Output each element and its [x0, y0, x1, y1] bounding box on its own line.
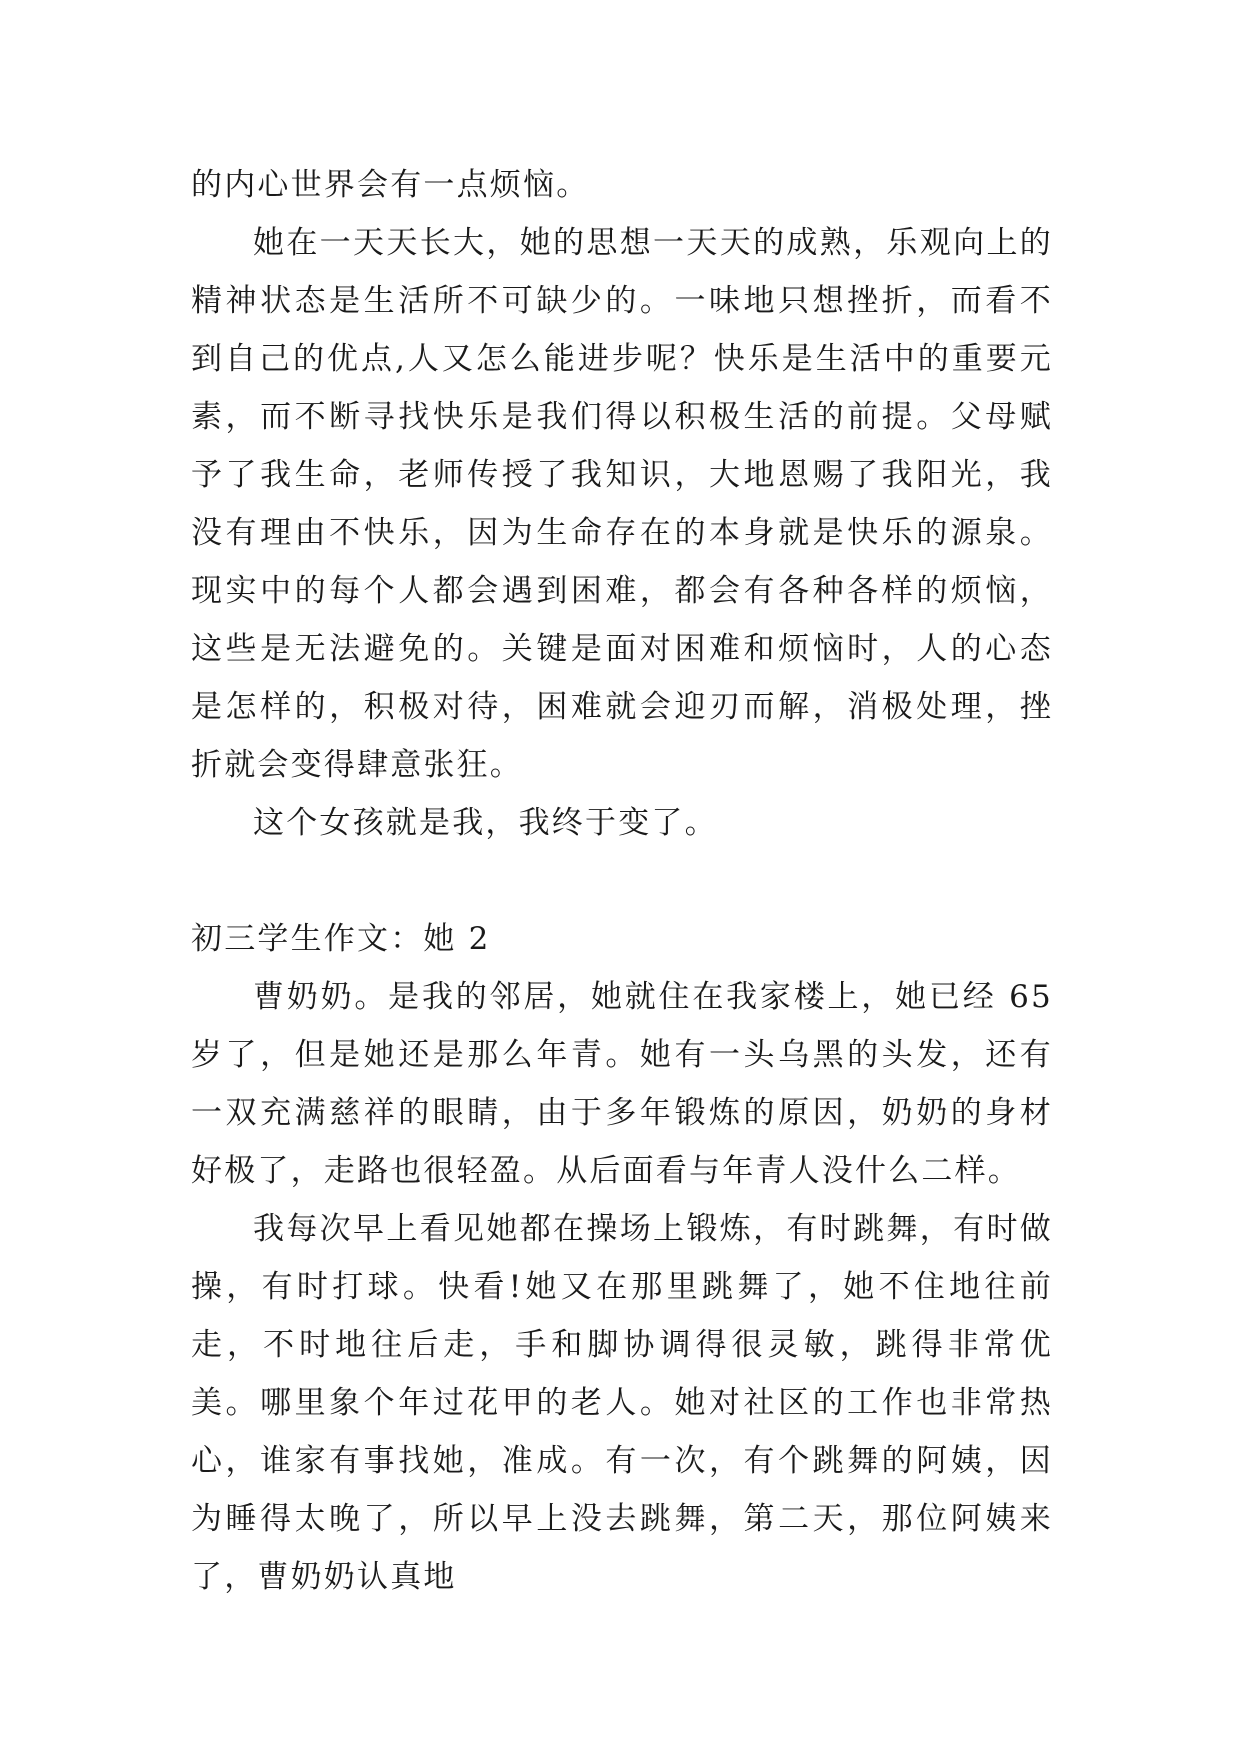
paragraph: 这个女孩就是我，我终于变了。	[253, 805, 718, 841]
paragraph: 她在一天天长大，她的思想一天天的成熟，乐观向上的精神状态是生活所不可缺少的。一味地只想挫折，而看不到自己的优点,人又怎么能进步呢？快乐是生活中的重要元素，而不断寻找快乐是我们得以积极生活的前提。父母赋予了我生命，老师传授了我知识，大地恩赐了我阳光，我没有理由不快乐，因为生命存在的本身就是快乐的源泉。现实中的每个人都会遇到困难，都会有各种各样的烦恼，这些是无法避免的。关键是面对困难和烦恼时，人的心态是怎样的，积极对待，困难就会迎刃而解，消极处理，挫折就会变得肆意张狂。	[191, 225, 1053, 783]
essay-title: 初三学生作文：她 2	[191, 921, 491, 957]
paragraph: 我每次早上看见她都在操场上锻炼，有时跳舞，有时做操，有时打球。快看!她又在那里跳舞了，她不住地往前走，不时地往后走，手和脚协调得很灵敏，跳得非常优美。哪里象个年过花甲的老人。她对社区的工作也非常热心，谁家有事找她，准成。有一次，有个跳舞的阿姨，因为睡得太晚了，所以早上没去跳舞，第二天，那位阿姨来了，曹奶奶认真地	[191, 1211, 1053, 1595]
paragraph: 曹奶奶。是我的邻居，她就住在我家楼上，她已经 65 岁了，但是她还是那么年青。她有一头乌黑的头发，还有一双充满慈祥的眼睛，由于多年锻炼的原因，奶奶的身材好极了，走路也很轻盈。从后面看与年青人没什么二样。	[191, 979, 1053, 1189]
document-body	[191, 156, 1053, 1606]
section-gap	[191, 852, 1053, 910]
paragraph-continuation: 的内心世界会有一点烦恼。	[191, 167, 590, 203]
